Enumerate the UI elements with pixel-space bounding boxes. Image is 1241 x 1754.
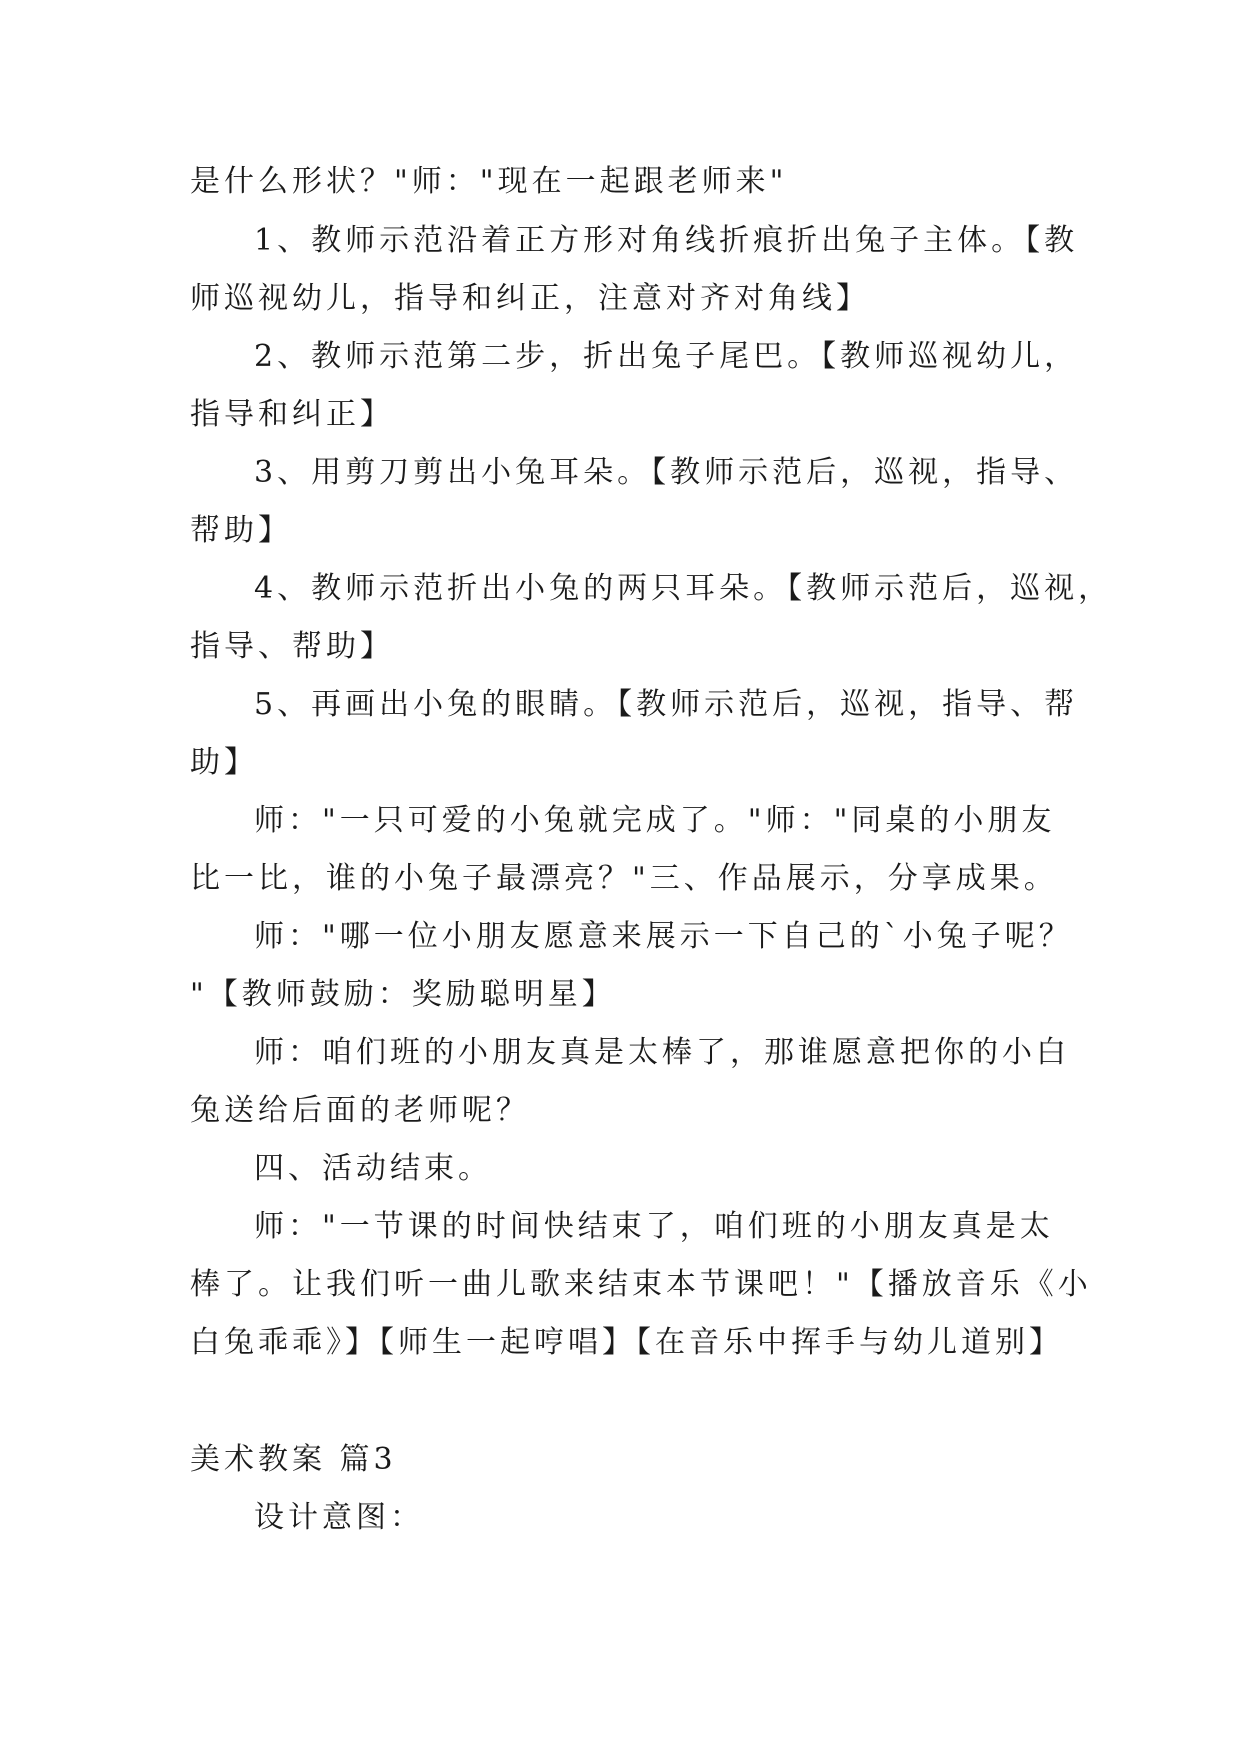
text-line: 是什么形状？"师："现在一起跟老师来" [190,164,788,199]
text-line: 2、教师示范第二步，折出兔子尾巴。【教师巡视幼儿， [254,339,1079,374]
text-line: 白兔乖乖》】【师生一起哼唱】【在音乐中挥手与幼儿道别】 [190,1325,1063,1360]
text-line: 四、活动结束。 [254,1151,492,1186]
text-line: "【教师鼓励：奖励聪明星】 [190,977,616,1012]
text-line: 棒了。让我们听一曲儿歌来结束本节课吧！"【播放音乐《小 [190,1267,1092,1302]
text-line: 师："哪一位小朋友愿意来展示一下自己的`小兔子呢？ [254,919,1073,954]
text-line: 4、教师示范折出小兔的两只耳朵。【教师示范后，巡视， [254,571,1113,606]
text-line: 师："一只可爱的小兔就完成了。"师："同桌的小朋友 [254,803,1056,838]
text-line: 师巡视幼儿，指导和纠正，注意对齐对角线】 [190,281,870,316]
text-line: 设计意图： [254,1500,424,1535]
section-heading: 美术教案 篇3 [190,1442,397,1477]
text-line: 比一比，谁的小兔子最漂亮？"三、作品展示，分享成果。 [190,861,1058,896]
text-line: 1、教师示范沿着正方形对角线折痕折出兔子主体。【教 [254,223,1079,258]
text-line: 帮助】 [190,513,292,548]
text-line: 助】 [190,745,258,780]
text-line: 指导、帮助】 [190,629,394,664]
text-line: 5、再画出小兔的眼睛。【教师示范后，巡视，指导、帮 [254,687,1079,722]
text-line: 指导和纠正】 [190,397,394,432]
text-line: 兔送给后面的老师呢？ [190,1093,530,1128]
text-line: 3、用剪刀剪出小兔耳朵。【教师示范后，巡视，指导、 [254,455,1079,490]
text-line: 师："一节课的时间快结束了，咱们班的小朋友真是太 [254,1209,1054,1244]
text-line: 师：咱们班的小朋友真是太棒了，那谁愿意把你的小白 [254,1035,1070,1070]
